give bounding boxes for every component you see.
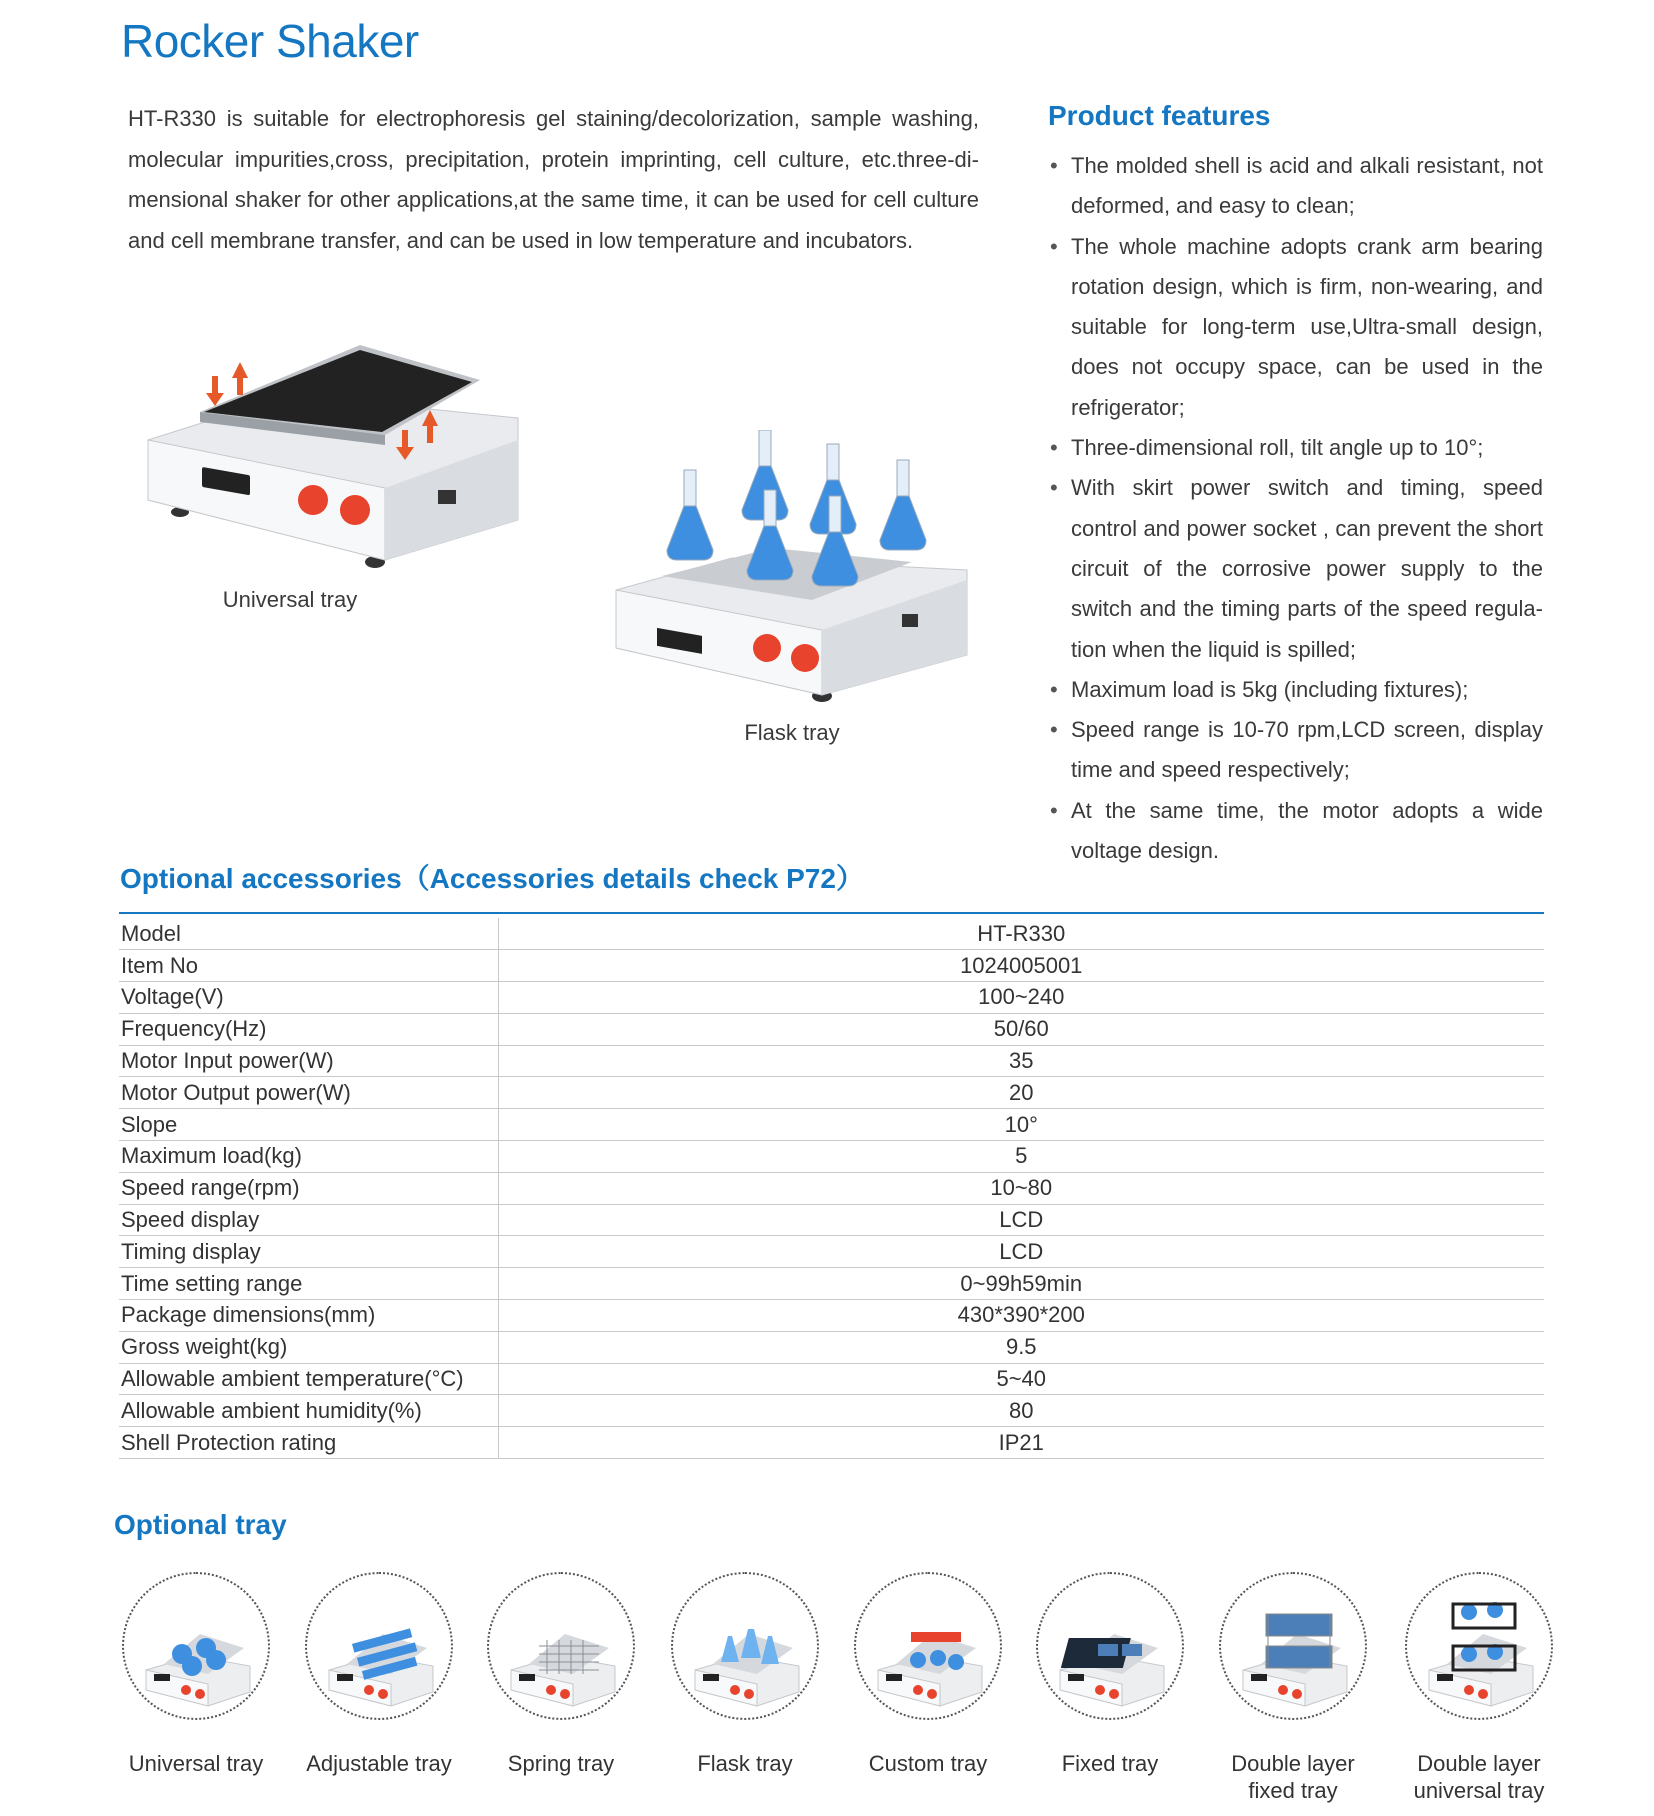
- tray-image: [671, 1572, 819, 1720]
- tray-caption: [828, 1750, 1028, 1777]
- spec-value: LCD: [498, 1204, 1544, 1236]
- tray-caption-line: universal tray: [1413, 1778, 1545, 1803]
- spec-row: [119, 1077, 1544, 1109]
- spec-value: 5~40: [498, 1363, 1544, 1395]
- page-title: Rocker Shaker: [121, 15, 419, 67]
- tray-image: [854, 1572, 1002, 1720]
- spec-value: 0~99h59min: [498, 1268, 1544, 1300]
- feature-item: • The whole machine adopts crank arm bearing rotation design, which is firm, non-wearing, and suitable for long-term use,Ultra-small design, does not occupy space, can be used in the refrigerator;: [1048, 227, 1543, 428]
- features-title: Product features: [1048, 100, 1271, 131]
- section-divider: [119, 912, 1544, 914]
- spec-row: [119, 1141, 1544, 1173]
- product-caption: Universal tray: [222, 587, 358, 612]
- spec-label: Slope: [119, 1109, 498, 1141]
- accessories-title: Optional accessories（Accessories details check P72）: [120, 863, 864, 894]
- tray-image: [1036, 1572, 1184, 1720]
- universal-tray-shaker-image: [140, 340, 520, 580]
- spec-label: Item No: [119, 950, 498, 982]
- spec-label: Frequency(Hz): [119, 1013, 498, 1045]
- spec-label: Package dimensions(mm): [119, 1300, 498, 1332]
- spec-row: [119, 1300, 1544, 1332]
- spec-value: 10~80: [498, 1172, 1544, 1204]
- spec-label: Shell Protection rating: [119, 1427, 498, 1459]
- tray-caption: [96, 1750, 296, 1777]
- spec-label: Allowable ambient humidity(%): [119, 1395, 498, 1427]
- spec-row: [119, 1109, 1544, 1141]
- tray-image: [1405, 1572, 1553, 1720]
- spec-value: HT-R330: [498, 918, 1544, 950]
- tray-caption: [461, 1750, 661, 1777]
- spec-row: [119, 1363, 1544, 1395]
- tray-caption: [1193, 1750, 1393, 1804]
- spec-row: [119, 982, 1544, 1014]
- spec-label: Motor Input power(W): [119, 1045, 498, 1077]
- spec-row: [119, 1172, 1544, 1204]
- product-caption: Flask tray: [744, 720, 840, 745]
- tray-caption-line: Double layer: [1417, 1751, 1541, 1776]
- spec-row: [119, 1204, 1544, 1236]
- spec-label: Timing display: [119, 1236, 498, 1268]
- tray-caption-line: Double layer: [1231, 1751, 1355, 1776]
- tray-caption-line: fixed tray: [1248, 1778, 1338, 1803]
- spec-row: [119, 918, 1544, 950]
- spec-value: 1024005001: [498, 950, 1544, 982]
- tray-image: [122, 1572, 270, 1720]
- intro-paragraph: HT-R330 is suitable for electrophoresis gel staining/decolorization, sample washing, molecular impurities,cross, precipitation, protein imprinting, cell culture, etc.three-dimensional shaker for other applications,at the same time, it can be used for cell culture and cell membrane transfer, and can be used in low temperature and incubators.: [128, 106, 979, 253]
- feature-item: • Three-dimensional roll, tilt angle up to 10°;: [1048, 428, 1543, 468]
- spec-label: Maximum load(kg): [119, 1141, 498, 1173]
- feature-item: • Maximum load is 5kg (including fixtures);: [1048, 670, 1543, 710]
- feature-item: • The molded shell is acid and alkali resistant, not deformed, and easy to clean;: [1048, 146, 1543, 227]
- spec-label: Speed display: [119, 1204, 498, 1236]
- feature-item: • At the same time, the motor adopts a wide voltage design.: [1048, 791, 1543, 872]
- spec-label: Gross weight(kg): [119, 1331, 498, 1363]
- tray-image: [305, 1572, 453, 1720]
- spec-row: [119, 1331, 1544, 1363]
- spec-value: IP21: [498, 1427, 1544, 1459]
- spec-label: Motor Output power(W): [119, 1077, 498, 1109]
- tray-caption: [645, 1750, 845, 1777]
- spec-value: 35: [498, 1045, 1544, 1077]
- spec-row: [119, 1013, 1544, 1045]
- product-universal: [140, 340, 520, 620]
- tray-caption: [279, 1750, 479, 1777]
- flask-tray-shaker-image: [612, 430, 972, 710]
- tray-caption-line: Universal tray: [128, 1751, 264, 1776]
- features-list: [1048, 146, 1543, 871]
- spec-value: 9.5: [498, 1331, 1544, 1363]
- product-flask: [612, 430, 972, 750]
- spec-value: 50/60: [498, 1013, 1544, 1045]
- feature-item: • With skirt power switch and timing, speed control and power socket , can prevent the short circuit of the corrosive power supply to the switch and the timing parts of the speed regulation when the liquid is spilled;: [1048, 468, 1543, 669]
- spec-value: LCD: [498, 1236, 1544, 1268]
- spec-row: [119, 950, 1544, 982]
- spec-row: [119, 1236, 1544, 1268]
- tray-caption-line: Spring tray: [507, 1751, 615, 1776]
- optional-tray-title: Optional tray: [114, 1509, 287, 1540]
- spec-label: Voltage(V): [119, 982, 498, 1014]
- spec-value: 20: [498, 1077, 1544, 1109]
- spec-row: [119, 1268, 1544, 1300]
- tray-caption: [1010, 1750, 1210, 1777]
- spec-row: [119, 1395, 1544, 1427]
- spec-value: 430*390*200: [498, 1300, 1544, 1332]
- spec-label: Allowable ambient temperature(°C): [119, 1363, 498, 1395]
- tray-image: [1219, 1572, 1367, 1720]
- spec-table: [119, 918, 1544, 1459]
- spec-row: [119, 1427, 1544, 1459]
- spec-value: 5: [498, 1141, 1544, 1173]
- tray-caption: [1379, 1750, 1579, 1804]
- tray-caption-line: Flask tray: [697, 1751, 793, 1776]
- spec-label: Model: [119, 918, 498, 950]
- spec-value: 10°: [498, 1109, 1544, 1141]
- spec-label: Time setting range: [119, 1268, 498, 1300]
- feature-item: • Speed range is 10-70 rpm,LCD screen, display time and speed respectively;: [1048, 710, 1543, 791]
- tray-caption-line: Adjustable tray: [306, 1751, 452, 1776]
- tray-caption-line: Fixed tray: [1061, 1751, 1159, 1776]
- tray-caption-line: Custom tray: [868, 1751, 988, 1776]
- tray-image: [487, 1572, 635, 1720]
- spec-label: Speed range(rpm): [119, 1172, 498, 1204]
- spec-row: [119, 1045, 1544, 1077]
- spec-value: 80: [498, 1395, 1544, 1427]
- spec-value: 100~240: [498, 982, 1544, 1014]
